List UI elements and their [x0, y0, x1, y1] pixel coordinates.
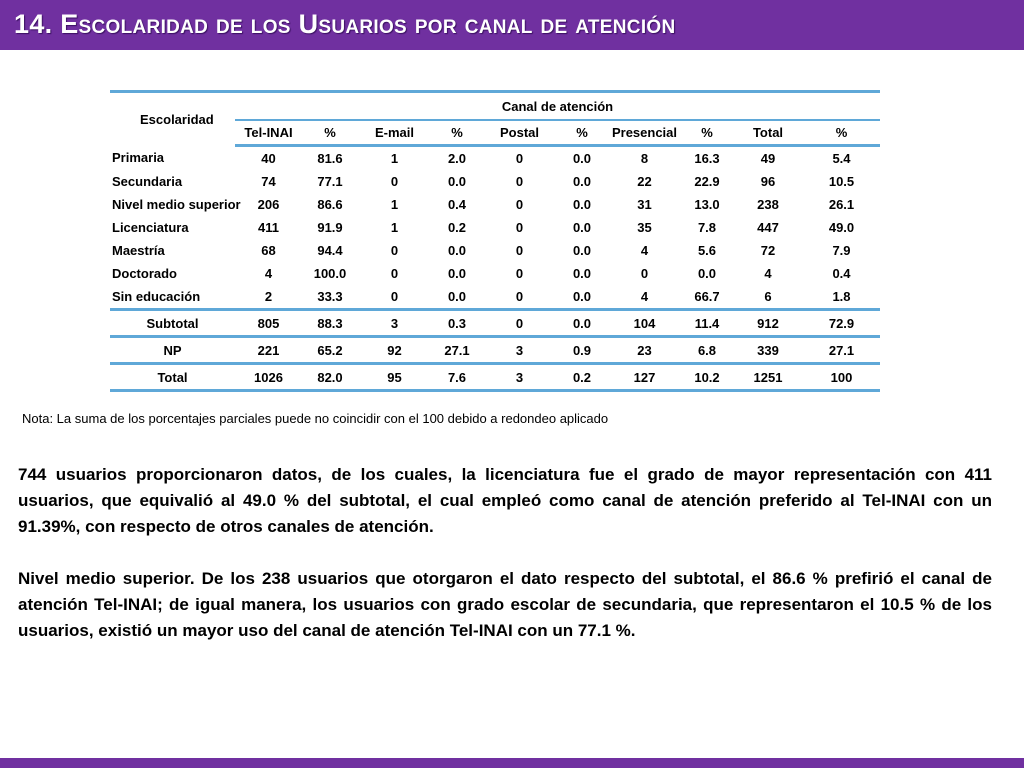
- table-cell: 7.8: [697, 220, 717, 235]
- table-cell: 68: [261, 243, 276, 258]
- group-header: Canal de atención: [235, 92, 880, 121]
- table-cell: 339: [733, 337, 803, 364]
- column-header: %: [431, 120, 483, 146]
- table-cell: 5.4: [832, 151, 851, 166]
- table-cell: 72.9: [803, 310, 880, 337]
- table-cell: 1: [390, 197, 399, 212]
- table-cell: 6: [764, 289, 772, 304]
- table-cell: 0.0: [447, 174, 467, 189]
- table-cell: 805: [235, 310, 302, 337]
- table-cell: 0.0: [572, 174, 592, 189]
- row-label: NP: [110, 337, 235, 364]
- table-cell: 7.6: [431, 364, 483, 391]
- table-cell: 0: [515, 197, 524, 212]
- table-cell: 6.8: [681, 337, 733, 364]
- title-bar: [0, 0, 1024, 50]
- table-cell: 0: [390, 289, 399, 304]
- table-cell: 0.3: [431, 310, 483, 337]
- table-cell: 16.3: [694, 151, 720, 166]
- table-cell: 4: [640, 243, 649, 258]
- table-cell: 88.3: [302, 310, 358, 337]
- column-header: %: [556, 120, 608, 146]
- column-header: %: [302, 120, 358, 146]
- table-cell: 5.6: [697, 243, 717, 258]
- table-cell: 22.9: [694, 174, 720, 189]
- table-cell: 0.0: [447, 266, 467, 281]
- table-cell: 100.0: [313, 266, 347, 281]
- table-cell: 35: [637, 220, 652, 235]
- table-cell: 0.2: [556, 364, 608, 391]
- table-cell: 0.0: [572, 220, 592, 235]
- table-cell: 81.6: [317, 151, 343, 166]
- table-cell: 0.0: [572, 151, 592, 166]
- table-cell: 74: [261, 174, 276, 189]
- table-cell: 0.4: [447, 197, 467, 212]
- table-cell: 2: [264, 289, 273, 304]
- table-cell: 92: [358, 337, 431, 364]
- slide-title: 14. Escolaridad de los Usuarios por canal de atención: [14, 9, 676, 39]
- table-cell: 65.2: [302, 337, 358, 364]
- table-cell: 0: [515, 289, 524, 304]
- row-label: Licenciatura: [112, 220, 189, 235]
- table-cell: 10.5: [828, 174, 855, 189]
- table-cell: 4: [264, 266, 273, 281]
- column-header: Postal: [483, 120, 556, 146]
- table-cell: 0: [515, 151, 524, 166]
- table-cell: 72: [760, 243, 776, 258]
- table-cell: 0.0: [697, 266, 717, 281]
- table-cell: 77.1: [317, 174, 343, 189]
- table-cell: 0: [515, 243, 524, 258]
- table-cell: 23: [608, 337, 681, 364]
- table-cell: 8: [640, 151, 649, 166]
- footer-bar: [0, 758, 1024, 768]
- table-cell: 10.2: [681, 364, 733, 391]
- table-cell: 3: [483, 364, 556, 391]
- column-header: Tel-INAI: [235, 120, 302, 146]
- table-row: [110, 193, 880, 216]
- table-container: [110, 90, 880, 392]
- table-row: [110, 146, 880, 171]
- column-header: %: [803, 120, 880, 146]
- table-cell: 7.9: [832, 243, 851, 258]
- table-cell: 49.0: [828, 220, 855, 235]
- table-cell: 0.0: [572, 289, 592, 304]
- table-row: [110, 170, 880, 193]
- column-header: Presencial: [608, 120, 681, 146]
- table-cell: 4: [764, 266, 772, 281]
- table-cell: 27.1: [803, 337, 880, 364]
- table-row: [110, 310, 880, 337]
- table-cell: 447: [757, 220, 779, 235]
- table-cell: 1251: [733, 364, 803, 391]
- table-cell: 411: [258, 220, 279, 235]
- row-label: Maestría: [112, 243, 165, 258]
- table-cell: 2.0: [447, 151, 467, 166]
- table-cell: 104: [608, 310, 681, 337]
- row-label: Nivel medio superior: [112, 197, 241, 212]
- column-header: Total: [733, 120, 803, 146]
- footnote: Nota: La suma de los porcentajes parciales puede no coincidir con el 100 debido a redondeo aplicado: [22, 411, 609, 426]
- table-cell: 91.9: [317, 220, 343, 235]
- table-cell: 206: [257, 197, 280, 212]
- row-label: Primaria: [112, 150, 165, 166]
- table-cell: 3: [358, 310, 431, 337]
- table-cell: 22: [637, 174, 652, 189]
- table-cell: 0.2: [447, 220, 467, 235]
- table-cell: 86.6: [317, 197, 343, 212]
- table-cell: 40: [261, 151, 276, 166]
- table-cell: 1: [390, 151, 399, 166]
- table-cell: 0: [515, 220, 524, 235]
- table-cell: 1.8: [832, 289, 851, 304]
- row-label: Secundaria: [112, 174, 183, 189]
- table-cell: 4: [640, 289, 649, 304]
- table-cell: 31: [637, 197, 652, 212]
- row-label: Sin educación: [112, 289, 201, 304]
- table-cell: 0: [640, 266, 649, 281]
- table-cell: 82.0: [302, 364, 358, 391]
- table-cell: 0.0: [572, 243, 592, 258]
- table-row: [110, 216, 880, 239]
- table-cell: 95: [358, 364, 431, 391]
- schooling-table: [110, 90, 880, 392]
- table-cell: 912: [733, 310, 803, 337]
- table-cell: 66.7: [694, 289, 720, 304]
- table-cell: 33.3: [317, 289, 343, 304]
- table-row: [110, 337, 880, 364]
- table-row: [110, 364, 880, 391]
- table-cell: 238: [757, 197, 779, 212]
- table-cell: 127: [608, 364, 681, 391]
- table-cell: 49: [760, 151, 776, 166]
- table-cell: 0.4: [832, 266, 851, 281]
- table-cell: 0.9: [556, 337, 608, 364]
- table-cell: 0.0: [556, 310, 608, 337]
- table-row: [110, 239, 880, 262]
- table-cell: 0: [390, 266, 399, 281]
- table-cell: 13.0: [694, 197, 720, 212]
- table-cell: 3: [483, 337, 556, 364]
- table-cell: 0.0: [447, 243, 467, 258]
- table-cell: 100: [803, 364, 880, 391]
- table-cell: 1: [390, 220, 399, 235]
- table-cell: 0: [390, 174, 399, 189]
- row-header: Escolaridad: [110, 92, 235, 146]
- table-cell: 0: [390, 243, 399, 258]
- column-header: %: [681, 120, 733, 146]
- table-row: [110, 285, 880, 310]
- row-label: Doctorado: [112, 266, 177, 281]
- table-cell: 0.0: [572, 266, 592, 281]
- table-cell: 0: [515, 266, 524, 281]
- table-cell: 26.1: [828, 197, 855, 212]
- table-cell: 1026: [235, 364, 302, 391]
- paragraph-1: 744 usuarios proporcionaron datos, de los cuales, la licenciatura fue el grado de mayor representación con 411 usuarios, que equivalió al 49.0 % del subtotal, el cual empleó como canal de atención preferido al Tel-INAI con un 91.39%, con respecto de otros canales de atención.: [18, 465, 992, 536]
- table-cell: 221: [235, 337, 302, 364]
- table-cell: 94.4: [317, 243, 343, 258]
- table-cell: 0: [515, 174, 524, 189]
- table-cell: 27.1: [431, 337, 483, 364]
- row-label: Subtotal: [110, 310, 235, 337]
- table-cell: 96: [760, 174, 776, 189]
- table-cell: 11.4: [681, 310, 733, 337]
- table-body: [110, 146, 880, 391]
- row-label: Total: [110, 364, 235, 391]
- table-cell: 0.0: [447, 289, 467, 304]
- table-cell: 0.0: [572, 197, 592, 212]
- table-row: [110, 262, 880, 285]
- column-header: E-mail: [358, 120, 431, 146]
- table-cell: 0: [483, 310, 556, 337]
- paragraph-2: Nivel medio superior. De los 238 usuarios que otorgaron el dato respecto del subtotal, el 86.6 % prefirió el canal de atención Tel-INAI; de igual manera, los usuarios con grado escolar de secundaria, que representaron el 10.5 % de los usuarios, existió un mayor uso del canal de atención Tel-INAI con un 77.1 %.: [18, 569, 992, 640]
